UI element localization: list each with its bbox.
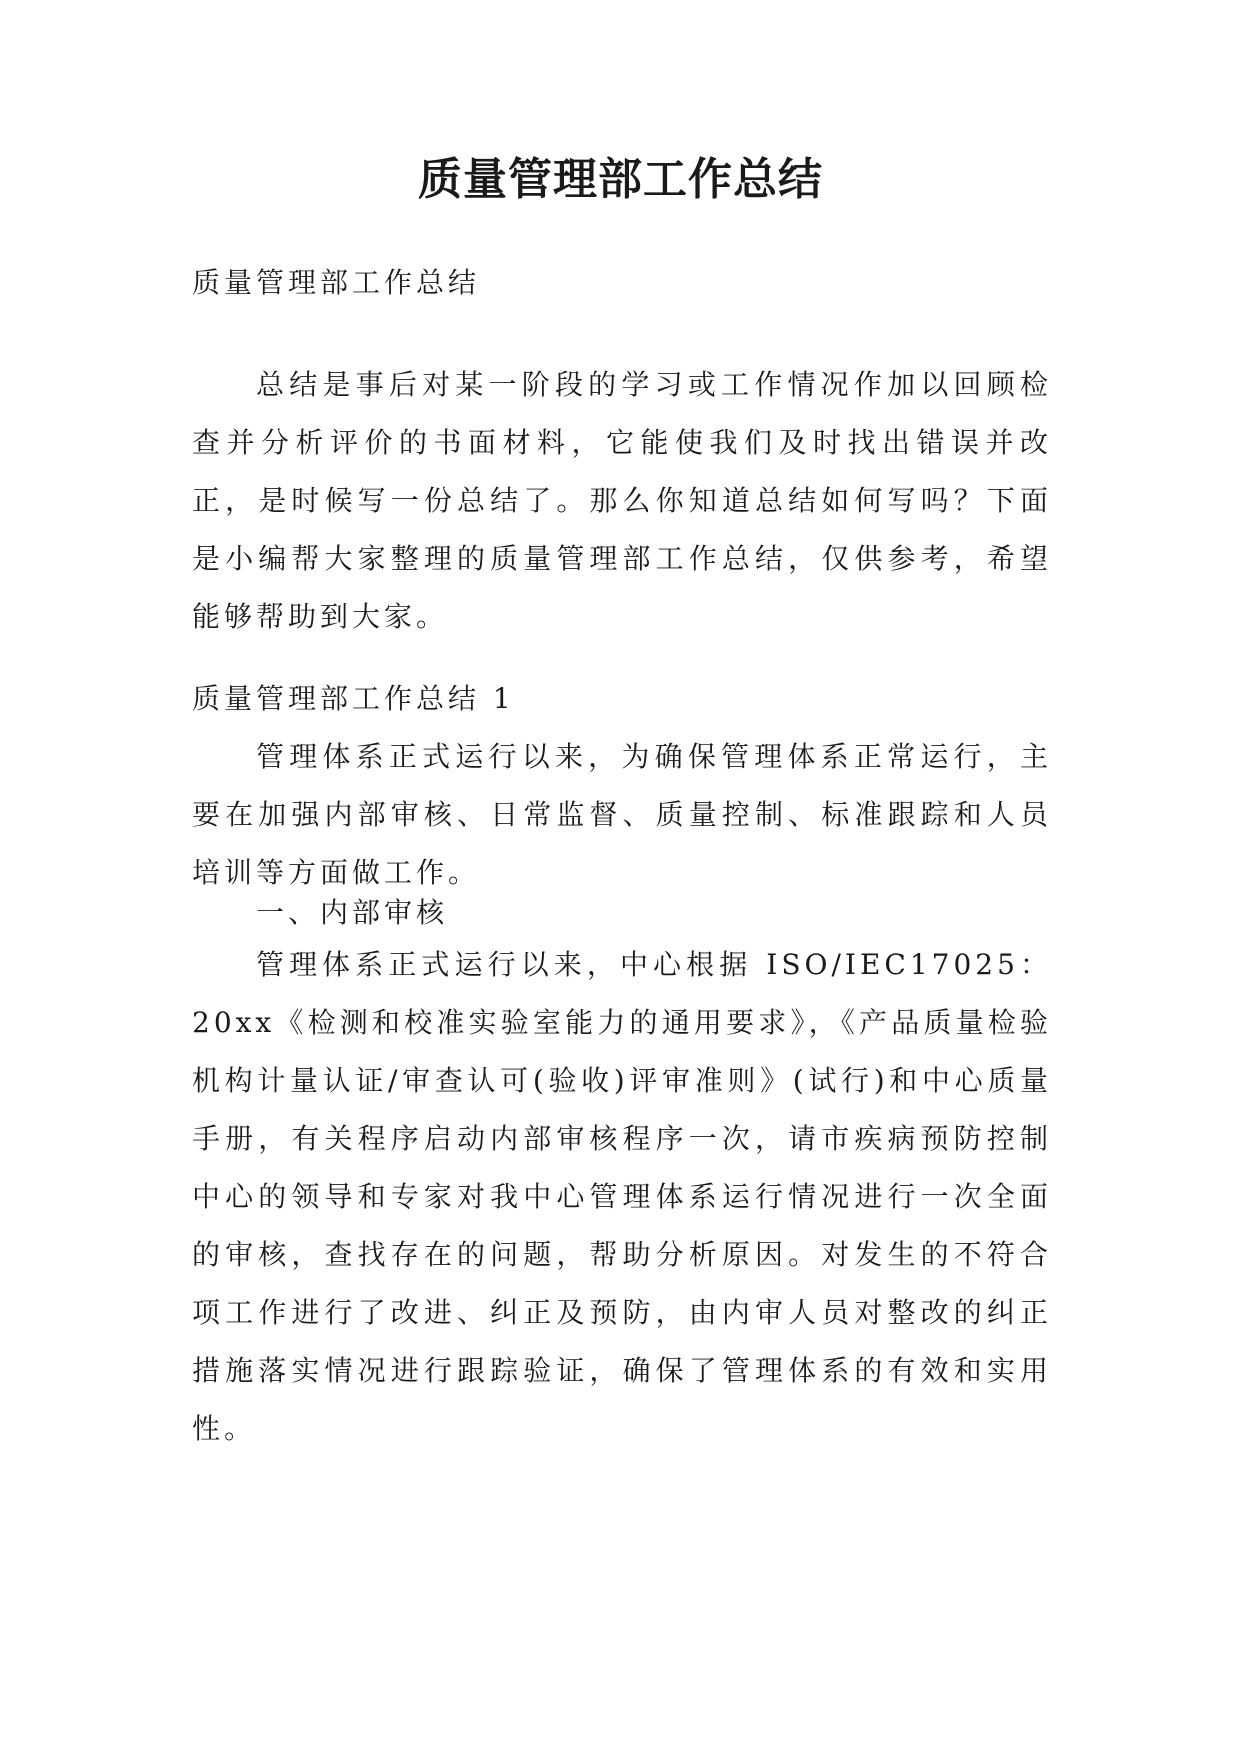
subsection-paragraph: 管理体系正式运行以来，中心根据 ISO/IEC17025：20xx《检测和校准实验室能力的通用要求》，《产品质量检验机构计量认证/审查认可(验收)评审准则》(试行)和中心质量手册，有关程序启动内部审核程序一次，请市疾病预防控制中心的领导和专家对我中心管理体系运行情况进行一次全面的审核，查找存在的问题，帮助分析原因。对发生的不符合项工作进行了改进、纠正及预防，由内审人员对整改的纠正措施落实情况进行跟踪验证，确保了管理体系的有效和实用性。 xyxy=(192,948,1052,1445)
document-title: 质量管理部工作总结 xyxy=(418,154,823,205)
section-paragraph: 管理体系正式运行以来，为确保管理体系正常运行，主要在加强内部审核、日常监督、质量控制、标准跟踪和人员培训等方面做工作。 xyxy=(192,740,1052,889)
intro-paragraph: 总结是事后对某一阶段的学习或工作情况作加以回顾检查并分析评价的书面材料，它能使我们及时找出错误并改正，是时候写一份总结了。那么你知道总结如何写吗？下面是小编帮大家整理的质量管理部工作总结，仅供参考，希望能够帮助到大家。 xyxy=(192,368,1052,633)
subsection-heading: 一、内部审核 xyxy=(256,896,449,929)
document-subtitle: 质量管理部工作总结 xyxy=(192,266,481,299)
section-heading: 质量管理部工作总结 1 xyxy=(192,682,515,715)
